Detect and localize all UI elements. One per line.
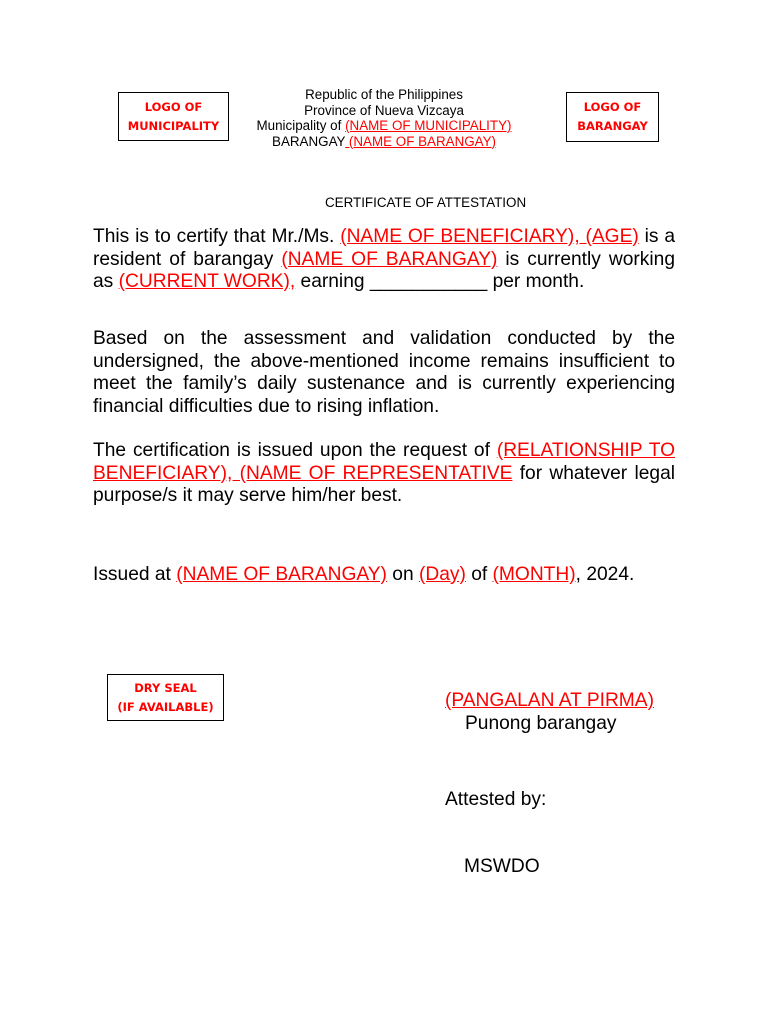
municipality-logo-placeholder bbox=[118, 92, 229, 141]
municipality-placeholder: (NAME OF MUNICIPALITY) bbox=[345, 118, 512, 133]
seal-label-line: (IF AVAILABLE) bbox=[117, 699, 214, 714]
logo-label-line: LOGO OF bbox=[583, 100, 642, 114]
text-segment: This is to certify that Mr./Ms. bbox=[93, 226, 341, 247]
attested-by-label: Attested by: bbox=[445, 789, 547, 810]
certificate-title: CERTIFICATE OF ATTESTATION bbox=[325, 195, 527, 210]
issuance-paragraph bbox=[93, 564, 675, 587]
text-segment: is currently working as bbox=[93, 248, 675, 293]
request-paragraph bbox=[93, 440, 675, 508]
logo-label-line: MUNICIPALITY bbox=[127, 118, 220, 133]
barangay-logo-placeholder bbox=[566, 92, 659, 142]
text-segment: Issued at bbox=[93, 564, 177, 585]
representative-placeholder: (RELATIONSHIP TO BENEFICIARY), (NAME OF REPRESENTATIVE bbox=[93, 440, 675, 484]
seal-label-line: DRY SEAL bbox=[134, 680, 197, 695]
certification-paragraph bbox=[93, 226, 675, 294]
barangay-placeholder: (NAME OF BARANGAY) bbox=[345, 133, 496, 149]
text-segment: on bbox=[386, 564, 419, 585]
assessment-paragraph: Based on the assessment and validation conducted by the undersigned, the above-mentioned income remains insufficient to meet the family’s daily sustenance and is currently experiencing financial difficulties due to rising inflation. bbox=[93, 328, 675, 417]
barangay-placeholder: (NAME OF BARANGAY) bbox=[281, 248, 498, 270]
day-placeholder: (Day) bbox=[418, 564, 466, 585]
logo-label-line: LOGO OF bbox=[144, 99, 203, 114]
beneficiary-placeholder: (NAME OF BENEFICIARY), (AGE) bbox=[340, 226, 639, 247]
attester-name: MSWDO bbox=[464, 856, 540, 877]
text-segment: of bbox=[465, 564, 493, 585]
municipality-line bbox=[230, 118, 538, 134]
dry-seal-placeholder bbox=[107, 674, 224, 721]
municipality-prefix: Municipality of bbox=[256, 118, 346, 133]
text-segment: earning ___________ per month. bbox=[295, 271, 585, 293]
document-header bbox=[230, 87, 538, 149]
barangay-placeholder: (NAME OF BARANGAY) bbox=[176, 564, 387, 585]
republic-line: Republic of the Philippines bbox=[305, 87, 463, 102]
text-segment: The certification is issued upon the request of bbox=[93, 440, 497, 461]
province-line: Province of Nueva Vizcaya bbox=[304, 102, 464, 118]
month-placeholder: (MONTH) bbox=[492, 564, 576, 585]
text-segment: is a resident of barangay bbox=[93, 226, 675, 270]
logo-label-line: BARANGAY bbox=[577, 119, 648, 133]
barangay-line bbox=[230, 134, 538, 150]
signatory-title: Punong barangay bbox=[465, 713, 617, 734]
barangay-prefix: BARANGAY bbox=[272, 133, 346, 149]
signatory-name-placeholder: (PANGALAN AT PIRMA) bbox=[445, 690, 654, 711]
current-work-placeholder: (CURRENT WORK), bbox=[118, 271, 296, 293]
text-segment: for whatever legal purpose/s it may serve him/her best. bbox=[93, 462, 675, 507]
text-segment: , 2024. bbox=[575, 564, 635, 585]
